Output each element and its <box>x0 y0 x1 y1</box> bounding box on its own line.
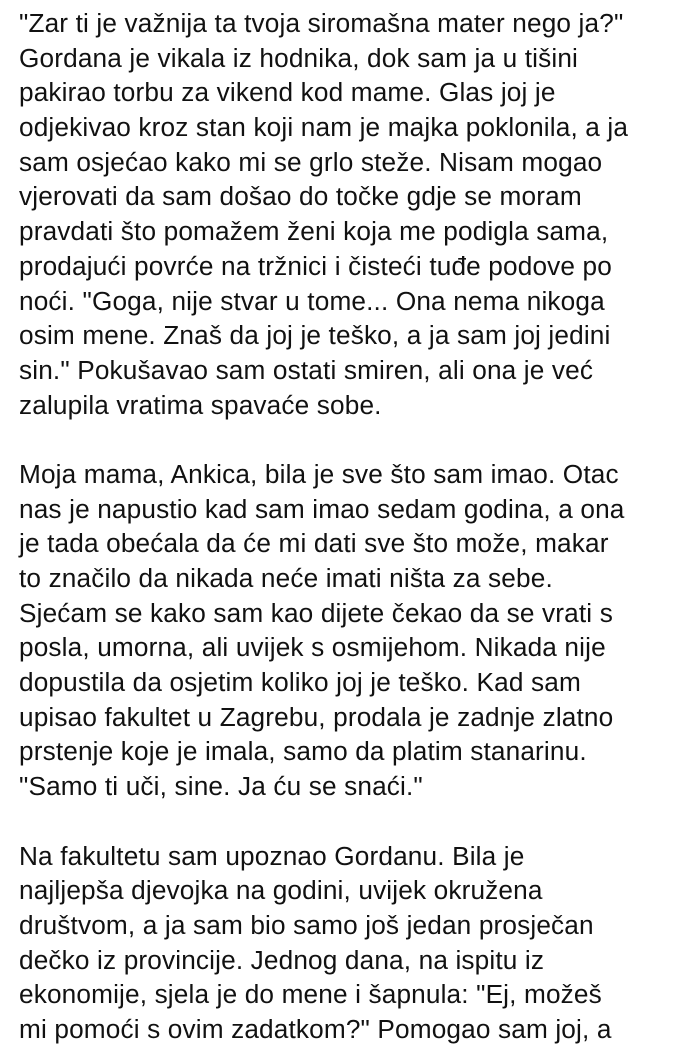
text-line: odjekivao kroz stan koji nam je majka poklonila, a ja <box>19 112 629 143</box>
text-line: zalupila vratima spavaće sobe. <box>19 389 382 420</box>
paragraph-1 <box>19 6 689 422</box>
text-line: Na fakultetu sam upoznao Gordanu. Bila je <box>19 840 525 871</box>
paragraph-2 <box>19 457 689 804</box>
text-line: Sjećam se kako sam kao dijete čekao da se vrati s <box>19 597 613 628</box>
text-line: sam osjećao kako mi se grlo steže. Nisam mogao <box>19 146 603 177</box>
text-line: "Samo ti uči, sine. Ja ću se snaći." <box>19 771 423 802</box>
text-line: Moja mama, Ankica, bila je sve što sam imao. Otac <box>19 458 619 489</box>
text-line: osim mene. Znaš da joj je teško, a ja sam joj jedini <box>19 320 611 351</box>
text-line: to značilo da nikada neće imati ništa za sebe. <box>19 563 553 593</box>
text-line: "Zar ti je važnija ta tvoja siromašna mater nego ja?" <box>19 8 624 38</box>
text-line: nas je napustio kad sam imao sedam godina, a ona <box>19 493 625 524</box>
text-line: pravdati što pomažem ženi koja me podigla sama, <box>19 216 609 247</box>
text-line: najljepša djevojka na godini, uvijek okružena <box>19 875 543 906</box>
text-line: upisao fakultet u Zagrebu, prodala je zadnje zlatno <box>19 701 614 732</box>
text-line: pakirao torbu za vikend kod mame. Glas joj je <box>19 77 556 108</box>
text-line: noći. "Goga, nije stvar u tome... Ona nema nikoga <box>19 285 605 316</box>
text-line: prodajući povrće na tržnici i čisteći tuđe podove po <box>19 250 612 281</box>
story-text <box>19 6 689 1047</box>
text-line: Gordana je vikala iz hodnika, dok sam ja u tišini <box>19 42 579 73</box>
text-line: ekonomije, sjela je do mene i šapnula: "Ej, možeš <box>19 979 602 1010</box>
text-line: je tada obećala da će mi dati sve što može, makar <box>19 528 609 559</box>
text-line: posla, umorna, ali uvijek s osmijehom. Nikada nije <box>19 632 606 663</box>
text-line: dečko iz provincije. Jednog dana, na ispitu iz <box>19 944 545 975</box>
text-line: prstenje koje je imala, samo da platim stanarinu. <box>19 736 587 767</box>
text-line: sin." Pokušavao sam ostati smiren, ali ona je već <box>19 354 594 385</box>
text-line: vjerovati da sam došao do točke gdje se moram <box>19 181 582 212</box>
text-line: dopustila da osjetim koliko joj je teško. Kad sam <box>19 667 581 698</box>
text-line: društvom, a ja sam bio samo još jedan prosječan <box>19 909 594 940</box>
text-line: mi pomoći s ovim zadatkom?" Pomogao sam joj, a <box>19 1013 612 1044</box>
paragraph-3 <box>19 839 689 1047</box>
